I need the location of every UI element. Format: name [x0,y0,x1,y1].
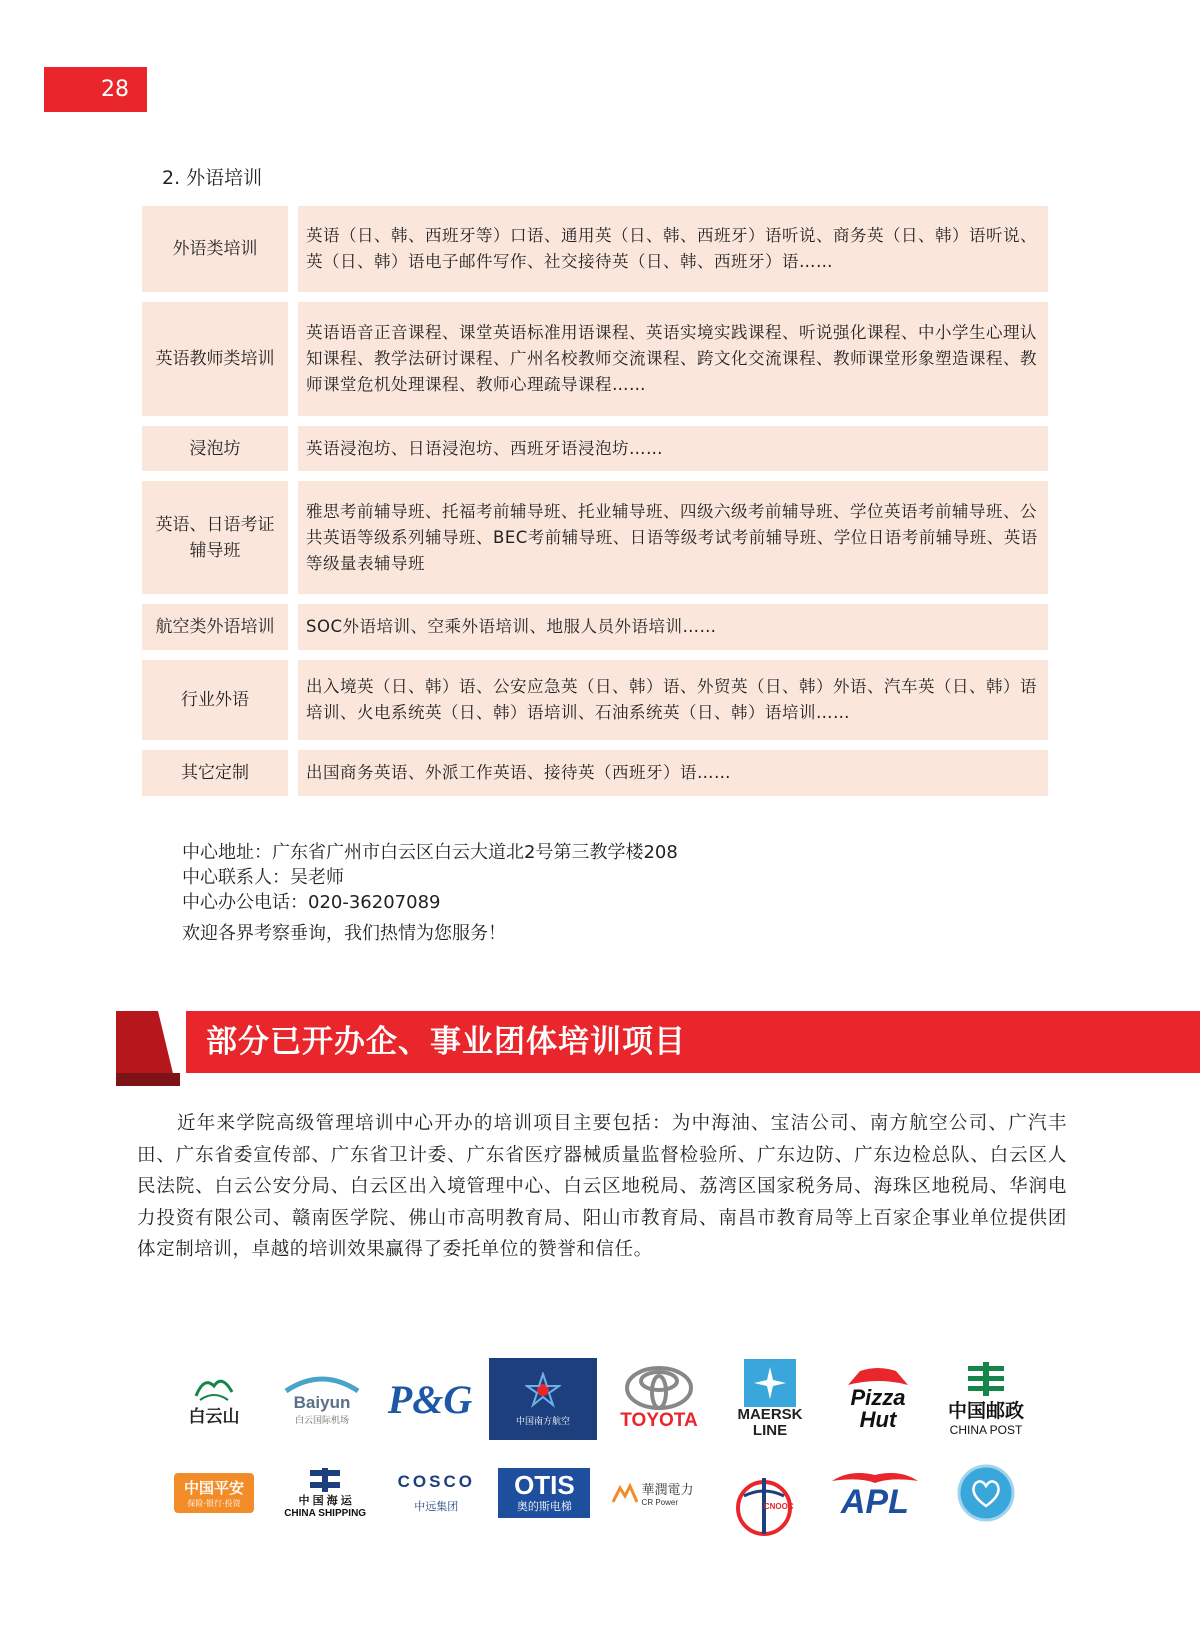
row-content: 出国商务英语、外派工作英语、接待英（西班牙）语…… [298,750,1048,796]
row-content: 出入境英（日、韩）语、公安应急英（日、韩）语、外贸英（日、韩）外语、汽车英（日、韩）语培训、火电系统英（日、韩）语培训、石油系统英（日、韩）语培训…… [298,660,1048,740]
row-content: 英语浸泡坊、日语浸泡坊、西班牙语浸泡坊…… [298,426,1048,471]
otis-logo [498,1468,590,1518]
wave-arc-icon [282,1373,362,1393]
ping-an-name: 中国平安 [183,1480,244,1497]
row-category: 浸泡坊 [142,426,288,471]
contact-phone: 中心办公电话：020-36207089 [182,892,441,913]
maersk-star-icon [744,1359,796,1407]
china-post-logo [937,1359,1035,1439]
row-content: 雅思考前辅导班、托福考前辅导班、托业辅导班、四级六级考前辅导班、学位英语考前辅导班、公共英语等级系列辅导班、BEC考前辅导班、日语等级考试考前辅导班、学位日语考前辅导班、英语等级量表辅导班 [298,481,1048,594]
row-content: 英语语音正音课程、课堂英语标准用语课程、英语实境实践课程、听说强化课程、中小学生心理认知课程、教学法研讨课程、广州名校教师交流课程、跨文化交流课程、教师课堂形象塑造课程、教师课堂危机处理课程、教师心理疏导课程…… [298,302,1048,416]
cloud-mountain-icon [192,1372,236,1402]
logo-row [165,1355,1035,1443]
partner-logos [165,1355,1035,1537]
otis-sub: 奥的斯电梯 [516,1501,572,1513]
baiyun-airport-sub: 白云国际机场 [294,1414,349,1425]
banner-shadow [116,1073,180,1086]
baiyunshan-text: 白云山 [188,1406,240,1427]
logo-row [165,1449,1035,1537]
pg-text: P&G [387,1376,473,1422]
cnooc-text: CNOOC [763,1501,794,1511]
red-roof-icon [846,1367,910,1387]
contact-block [182,840,678,946]
maersk-line2: LINE [752,1422,788,1439]
baiyun-airport-name: Baiyun [293,1392,351,1412]
pizza-hut-line2: Hut [859,1407,897,1432]
table-row [142,481,1048,594]
china-southern-logo [489,1358,597,1440]
row-content: SOC外语培训、空乘外语培训、地服人员外语培训…… [298,604,1048,650]
table-row [142,426,1048,471]
table-row [142,750,1048,796]
pizza-hut-line1: Pizza [850,1385,906,1410]
baiyunshan-logo [165,1359,263,1439]
china-post-en: CHINA POST [949,1422,1023,1437]
maersk-logo [721,1359,819,1439]
china-shipping-en: CHINA SHIPPING [284,1507,367,1519]
intro-paragraph: 近年来学院高级管理培训中心开办的培训项目主要包括：为中海油、宝洁公司、南方航空公司、广汽丰田、广东省委宣传部、广东省卫计委、广东省医疗器械质量监督检验所、广东边防、广东边检总队、白云区人民法院、白云公安分局、白云区出入境管理中心、白云区地税局、荔湾区国家税务局、海珠区地税局、华润电力投资有限公司、赣南医学院、佛山市高明教育局、阳山市教育局、南昌市教育局等上百家企事业单位提供团体定制培训，卓越的培训效果赢得了委托单位的赞誉和信任。 [137,1113,1067,1260]
ping-an-sub: 保险·银行·投资 [187,1499,241,1508]
page-number: 28 [44,67,147,112]
row-category: 其它定制 [142,750,288,796]
contact-address: 中心地址：广东省广州市白云区白云大道北2号第三教学楼208 [182,842,678,863]
row-category: 外语类培训 [142,206,288,292]
banner-title: 部分已开办企、事业团体培训项目 [186,1011,1200,1073]
cr-power-logo [604,1463,702,1523]
table-row [142,302,1048,416]
toyota-logo [607,1359,711,1439]
heart-seal-icon [957,1464,1015,1522]
cnooc-logo [715,1463,813,1523]
post-emblem-icon [964,1362,1008,1396]
pizza-hut-logo [829,1359,927,1439]
table-row [142,206,1048,292]
apl-logo [826,1463,924,1523]
kapok-flower-icon [525,1372,561,1408]
baiyun-airport-logo [273,1359,371,1439]
cosco-text: COSCO [397,1472,475,1491]
row-category: 航空类外语培训 [142,604,288,650]
china-shipping-cn: 中 国 海 运 [298,1494,352,1507]
cr-power-cn: 華潤電力 [641,1482,694,1497]
cr-power-en: CR Power [641,1498,678,1507]
contact-person: 中心联系人：吴老师 [182,867,344,888]
china-southern-text: 中国南方航空 [515,1415,570,1426]
table-row [142,660,1048,740]
cosco-sub: 中远集团 [414,1501,459,1513]
section-banner [116,1011,1200,1086]
row-content: 英语（日、韩、西班牙等）口语、通用英（日、韩、西班牙）语听说、商务英（日、韩）语听说、英（日、韩）语电子邮件写作、社交接待英（日、韩、西班牙）语…… [298,206,1048,292]
pg-logo [381,1359,479,1439]
row-category: 英语教师类培训 [142,302,288,416]
row-category: 行业外语 [142,660,288,740]
table-row [142,604,1048,650]
cosco-logo [387,1463,485,1523]
china-post-cn: 中国邮政 [947,1400,1024,1422]
section-subtitle: 2. 外语培训 [162,167,263,189]
hospital-logo [937,1463,1035,1523]
maersk-line1: MAERSK [737,1406,803,1423]
china-shipping-logo [276,1463,374,1523]
contact-welcome: 欢迎各界考察垂询，我们热情为您服务！ [182,923,506,944]
row-category: 英语、日语考证辅导班 [142,481,288,594]
toyota-text: TOYOTA [620,1410,698,1431]
otis-text: OTIS [514,1470,575,1500]
cr-mountain-icon [612,1482,638,1504]
toyota-emblem-icon [624,1366,694,1410]
ping-an-logo [165,1463,263,1523]
apl-text: APL [840,1483,909,1521]
china-shipping-emblem-icon [308,1468,342,1492]
training-table [142,206,1048,806]
